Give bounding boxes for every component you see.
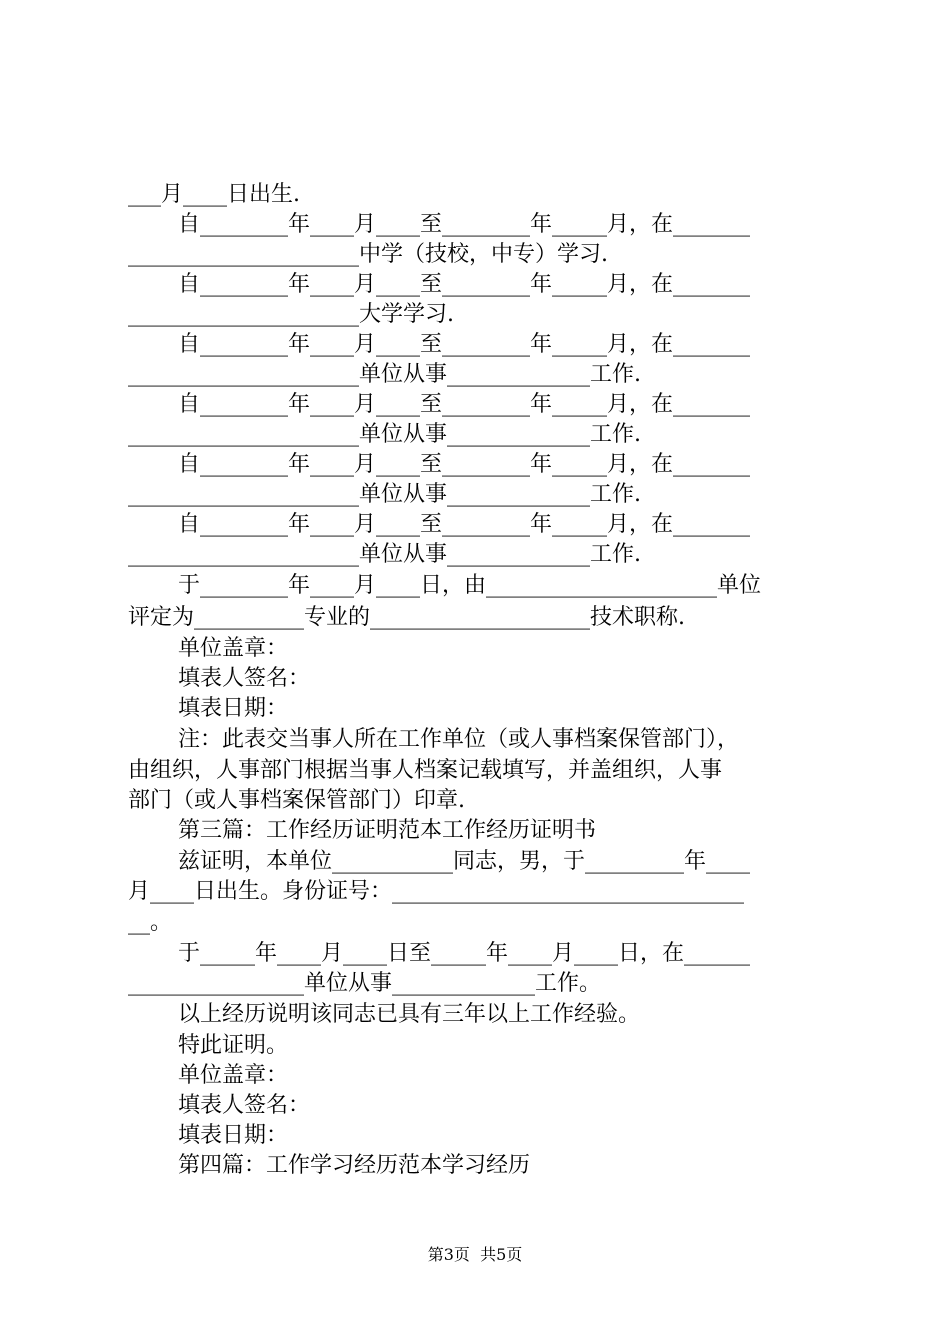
text-line-10: 自________年____月____至________年_____月，在_______ xyxy=(178,452,751,477)
text-line-5: _____________________大学学习. xyxy=(128,302,454,327)
text-line-24: 月____日出生。身份证号：________________________________ xyxy=(128,879,745,904)
text-line-26: 于_____年____月____日至_____年____月____日，在______ xyxy=(178,941,751,966)
text-line-4: 自________年____月____至________年_____月，在_______ xyxy=(178,272,751,297)
text-line-33: 第四篇：工作学习经历范本学习经历 xyxy=(178,1153,531,1178)
text-line-6: 自________年____月____至________年_____月，在_______ xyxy=(178,332,751,357)
text-line-28: 以上经历说明该同志已具有三年以上工作经验。 xyxy=(178,1002,641,1027)
text-line-23: 兹证明，本单位___________同志，男，于_________年____ xyxy=(178,849,751,874)
text-line-17: 填表人签名： xyxy=(178,666,311,691)
text-line-14: 于________年____月____日，由_____________________单位 xyxy=(178,573,762,598)
text-line-15: 评定为__________专业的____________________技术职称. xyxy=(128,605,685,630)
text-line-2: 自________年____月____至________年_____月，在_______ xyxy=(178,212,751,237)
text-line-1: ___月____日出生. xyxy=(128,182,300,207)
text-line-25: __。 xyxy=(128,910,173,935)
text-line-18: 填表日期： xyxy=(178,696,289,721)
text-line-12: 自________年____月____至________年_____月，在_______ xyxy=(178,512,751,537)
text-line-11: _____________________单位从事_____________工作. xyxy=(128,482,641,507)
text-line-7: _____________________单位从事_____________工作. xyxy=(128,362,641,387)
text-line-16: 单位盖章： xyxy=(178,636,289,661)
text-line-3: _____________________中学（技校，中专）学习. xyxy=(128,242,608,267)
text-line-19: 注：此表交当事人所在工作单位（或人事档案保管部门）， xyxy=(178,727,740,752)
text-line-20: 由组织，人事部门根据当事人档案记载填写，并盖组织，人事 xyxy=(128,758,723,783)
text-line-31: 填表人签名： xyxy=(178,1093,311,1118)
page-number-footer: 第3页 共5页 xyxy=(427,1245,523,1264)
text-line-22: 第三篇：工作经历证明范本工作经历证明书 xyxy=(178,818,597,843)
text-line-30: 单位盖章： xyxy=(178,1063,289,1088)
text-line-9: _____________________单位从事_____________工作. xyxy=(128,422,641,447)
text-line-32: 填表日期： xyxy=(178,1123,289,1148)
text-line-21: 部门（或人事档案保管部门）印章. xyxy=(128,788,465,813)
text-line-8: 自________年____月____至________年_____月，在_______ xyxy=(178,392,751,417)
text-line-13: _____________________单位从事_____________工作. xyxy=(128,542,641,567)
text-line-29: 特此证明。 xyxy=(178,1033,289,1058)
text-line-27: ________________单位从事_____________工作。 xyxy=(128,971,602,996)
